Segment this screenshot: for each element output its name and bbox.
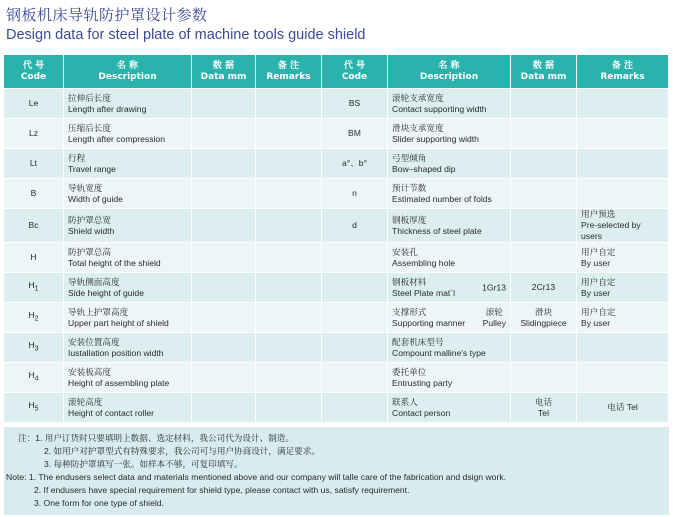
code-cell-2: BM	[322, 119, 388, 149]
note-cn-3: 3. 每种防护罩填写一张。如样本不够，可复印填写。	[44, 459, 243, 469]
remarks-cell	[256, 303, 322, 333]
description-cell: 行程 Travel range	[64, 149, 192, 179]
description-cell: 滚轮高度 Height of contact roller	[64, 393, 192, 423]
description-cell-2: 支撑形式 Supporting manner 滚轮 Pulley	[388, 303, 511, 333]
header-data-2: 数 据 Data mm	[511, 55, 577, 89]
header-description-2: 名 称 Description	[388, 55, 511, 89]
code-cell: $H_1$	[4, 273, 64, 303]
code-cell-2	[322, 333, 388, 363]
description-cell: 拉伸后长度 Length after drawing	[64, 89, 192, 119]
data-cell-2	[511, 149, 577, 179]
description-cell: 防护罩总高 Total height of the shield	[64, 243, 192, 273]
code-cell: Le	[4, 89, 64, 119]
header-remarks-2: 备 注 Remarks	[577, 55, 669, 89]
data-cell	[192, 149, 256, 179]
data-cell	[192, 243, 256, 273]
table-row	[4, 89, 669, 119]
description-cell: 压缩后长度 Length after compression	[64, 119, 192, 149]
table-row	[4, 119, 669, 149]
data-cell-2: 电话 Tel	[511, 393, 577, 423]
code-cell-2	[322, 273, 388, 303]
description-cell-2: 滑块支承宽度 Slider supporting width	[388, 119, 511, 149]
table-body	[4, 89, 669, 423]
table-row	[4, 149, 669, 179]
note-en-1: Note: 1. The endusers select data and materials mentioned above and our company will talle care of the fabrication and dsign work.	[6, 472, 506, 482]
code-cell-2: n	[322, 179, 388, 209]
data-cell	[192, 119, 256, 149]
description-cell-2: 钢板厚度 Thickness of steel plate	[388, 209, 511, 243]
description-cell: 防护罩总宽 Shield width	[64, 209, 192, 243]
description-cell: 导轨侧面高度 Side height of guide	[64, 273, 192, 303]
table-row	[4, 209, 669, 243]
data-cell-2	[511, 209, 577, 243]
code-cell-2: a°、b°	[322, 149, 388, 179]
remarks-cell-2: 用户自定 By user	[577, 243, 669, 273]
description-cell: 安装位置高度 Iustallation position width	[64, 333, 192, 363]
data-cell	[192, 179, 256, 209]
material-option: 1Gr13	[482, 282, 506, 292]
remarks-cell-2	[577, 363, 669, 393]
data-cell-2: 滑块 Slidingpiece	[511, 303, 577, 333]
code-cell: $H_5$	[4, 393, 64, 423]
code-cell: Bc	[4, 209, 64, 243]
header-description: 名 称 Description	[64, 55, 192, 89]
data-cell-2	[511, 333, 577, 363]
note-en-2: 2. If endusers have special requirement for shield type, please contact with us, satisfy requirement.	[34, 485, 410, 495]
remarks-cell-2	[577, 119, 669, 149]
table-header-row	[4, 55, 669, 89]
design-data-table	[4, 55, 669, 423]
notes-panel	[4, 427, 669, 515]
data-cell	[192, 273, 256, 303]
table-row	[4, 393, 669, 423]
header-data: 数 据 Data mm	[192, 55, 256, 89]
remarks-cell	[256, 89, 322, 119]
page-title-chinese: 钢板机床导轨防护罩设计参数	[6, 6, 208, 24]
page-title-english: Design data for steel plate of machine tools guide shield	[6, 27, 366, 43]
code-cell: $H_4$	[4, 363, 64, 393]
remarks-cell-2	[577, 89, 669, 119]
remarks-cell	[256, 393, 322, 423]
description-cell: 导轨上护罩高度 Upper part height of shield	[64, 303, 192, 333]
remarks-cell-2	[577, 149, 669, 179]
remarks-cell	[256, 179, 322, 209]
note-en-3: 3. One form for one type of shield.	[34, 498, 164, 508]
remarks-cell	[256, 243, 322, 273]
note-cn-2: 2. 如用户对护罩型式有特殊要求，我公司可与用户协商设计，满足要求。	[44, 446, 320, 456]
header-code: 代 号 Code	[4, 55, 64, 89]
data-cell	[192, 89, 256, 119]
data-cell-2	[511, 179, 577, 209]
remarks-cell-2: 用户自定 By user	[577, 273, 669, 303]
remarks-cell-2	[577, 179, 669, 209]
description-cell-2: 滚轮支承宽度 Contact supporting width	[388, 89, 511, 119]
header-remarks: 备 注 Remarks	[256, 55, 322, 89]
table-row	[4, 363, 669, 393]
code-cell-2	[322, 243, 388, 273]
code-cell-2: BS	[322, 89, 388, 119]
code-cell-2	[322, 393, 388, 423]
remarks-cell-2	[577, 333, 669, 363]
code-cell: H	[4, 243, 64, 273]
remarks-cell	[256, 209, 322, 243]
data-cell-2	[511, 363, 577, 393]
table-row	[4, 243, 669, 273]
code-cell: $H_3$	[4, 333, 64, 363]
code-cell: Lz	[4, 119, 64, 149]
note-cn-1: 注：1. 用户订货时只要填明上数据、选定材料，我公司代为设计、制造。	[18, 433, 294, 443]
remarks-cell	[256, 333, 322, 363]
code-cell: Lt	[4, 149, 64, 179]
data-cell	[192, 333, 256, 363]
table-row	[4, 333, 669, 363]
description-cell-2: 钢板材料 Steel Plate mat`l 1Gr13	[388, 273, 511, 303]
code-cell: B	[4, 179, 64, 209]
data-cell-2: 2Cr13	[511, 273, 577, 303]
remarks-cell-2: 用户自定 By user	[577, 303, 669, 333]
data-cell	[192, 209, 256, 243]
description-cell-2: 安装孔 Assembling hole	[388, 243, 511, 273]
remarks-cell	[256, 273, 322, 303]
table-row	[4, 273, 669, 303]
table-row	[4, 179, 669, 209]
description-cell-2: 预计节数 Estimated number of folds	[388, 179, 511, 209]
remarks-cell-2: 用户预选 Pre-selected by users	[577, 209, 669, 243]
description-cell: 导轨宽度 Width of guide	[64, 179, 192, 209]
description-cell: 安装板高度 Height of assembling plate	[64, 363, 192, 393]
code-cell-2	[322, 363, 388, 393]
description-cell-2: 联系人 Contact person	[388, 393, 511, 423]
code-cell: $H_2$	[4, 303, 64, 333]
remarks-cell	[256, 119, 322, 149]
data-cell	[192, 393, 256, 423]
description-cell-2: 弓型倾角 Bow–shaped dip	[388, 149, 511, 179]
remarks-cell	[256, 363, 322, 393]
data-cell-2	[511, 89, 577, 119]
description-cell-2: 配套机床型号 Compount malline's type	[388, 333, 511, 363]
data-cell-2	[511, 243, 577, 273]
code-cell-2: d	[322, 209, 388, 243]
data-cell-2	[511, 119, 577, 149]
remarks-cell	[256, 149, 322, 179]
header-code-2: 代 号 Code	[322, 55, 388, 89]
data-cell	[192, 303, 256, 333]
table-row	[4, 303, 669, 333]
remarks-cell-2: 电话 Tel	[577, 393, 669, 423]
material-option: 滚轮 Pulley	[482, 306, 506, 328]
code-cell-2	[322, 303, 388, 333]
description-cell-2: 委托单位 Entrusting party	[388, 363, 511, 393]
data-cell	[192, 363, 256, 393]
